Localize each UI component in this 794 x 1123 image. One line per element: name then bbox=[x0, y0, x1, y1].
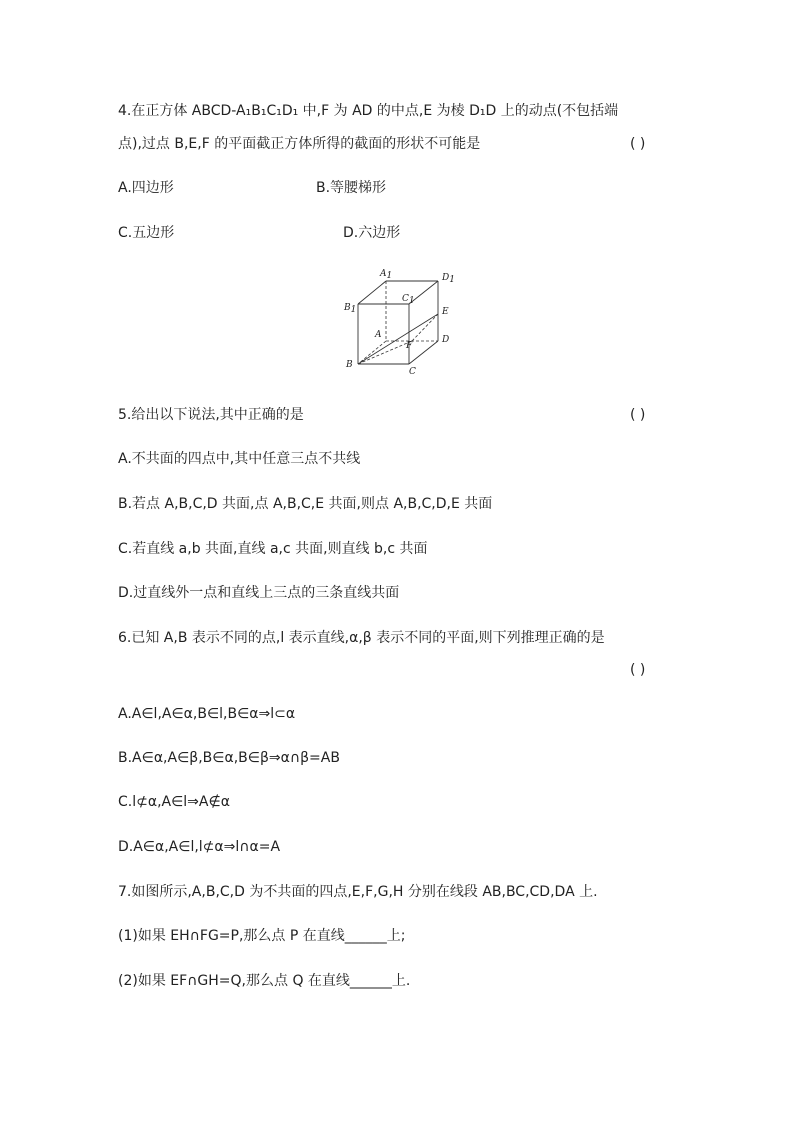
q5-option-c: C.若直线 a,b 共面,直线 a,c 共面,则直线 b,c 共面 bbox=[118, 541, 428, 557]
q5-option-a: A.不共面的四点中,其中任意三点不共线 bbox=[118, 451, 361, 467]
q4-stem-line2: 点),过点 B,E,F 的平面截正方体所得的截面的形状不可能是 bbox=[118, 136, 481, 152]
q5-option-b: B.若点 A,B,C,D 共面,点 A,B,C,E 共面,则点 A,B,C,D,E 共面 bbox=[118, 496, 493, 512]
q4-option-b: B.等腰梯形 bbox=[316, 180, 387, 196]
cube-figure bbox=[336, 264, 466, 378]
label-c1: C1 bbox=[402, 294, 415, 306]
q5-stem: 5.给出以下说法,其中正确的是 bbox=[118, 407, 304, 423]
label-f: F bbox=[406, 341, 413, 351]
q7-stem: 7.如图所示,A,B,C,D 为不共面的四点,E,F,G,H 分别在线段 AB,BC,CD,DA 上. bbox=[118, 884, 598, 900]
q7-part2: (2)如果 EF∩GH=Q,那么点 Q 在直线______上. bbox=[118, 973, 411, 989]
q4-option-c: C.五边形 bbox=[118, 225, 175, 241]
cube-solid-edges bbox=[358, 281, 438, 364]
q6-option-d: D.A∈α,A∈l,l⊄α⇒l∩α=A bbox=[118, 839, 281, 855]
label-d1: D1 bbox=[442, 273, 455, 285]
q7-part1: (1)如果 EH∩FG=P,那么点 P 在直线______上; bbox=[118, 928, 406, 944]
label-a: A bbox=[375, 330, 382, 340]
label-b: B bbox=[346, 360, 353, 370]
q6-answer-paren: ( ) bbox=[630, 662, 646, 678]
q5-option-d: D.过直线外一点和直线上三点的三条直线共面 bbox=[118, 585, 400, 601]
cube-hidden-edges bbox=[358, 281, 438, 364]
q6-option-a: A.A∈l,A∈α,B∈l,B∈α⇒l⊂α bbox=[118, 706, 296, 722]
q6-option-c: C.l⊄α,A∈l⇒A∉α bbox=[118, 794, 230, 810]
label-e: E bbox=[442, 307, 449, 317]
q4-option-a: A.四边形 bbox=[118, 180, 174, 196]
label-c: C bbox=[409, 367, 416, 377]
label-b1: B1 bbox=[344, 303, 357, 315]
label-d: D bbox=[442, 335, 450, 345]
label-a1: A1 bbox=[380, 269, 393, 281]
q6-option-b: B.A∈α,A∈β,B∈α,B∈β⇒α∩β=AB bbox=[118, 750, 340, 766]
q4-stem-line1: 4.在正方体 ABCD-A₁B₁C₁D₁ 中,F 为 AD 的中点,E 为棱 D₁D 上的动点(不包括端 bbox=[118, 103, 619, 119]
q5-answer-paren: ( ) bbox=[630, 407, 646, 423]
q4-answer-paren: ( ) bbox=[630, 136, 646, 152]
q6-stem: 6.已知 A,B 表示不同的点,l 表示直线,α,β 表示不同的平面,则下列推理正确的是 bbox=[118, 630, 605, 646]
q4-option-d: D.六边形 bbox=[343, 225, 401, 241]
